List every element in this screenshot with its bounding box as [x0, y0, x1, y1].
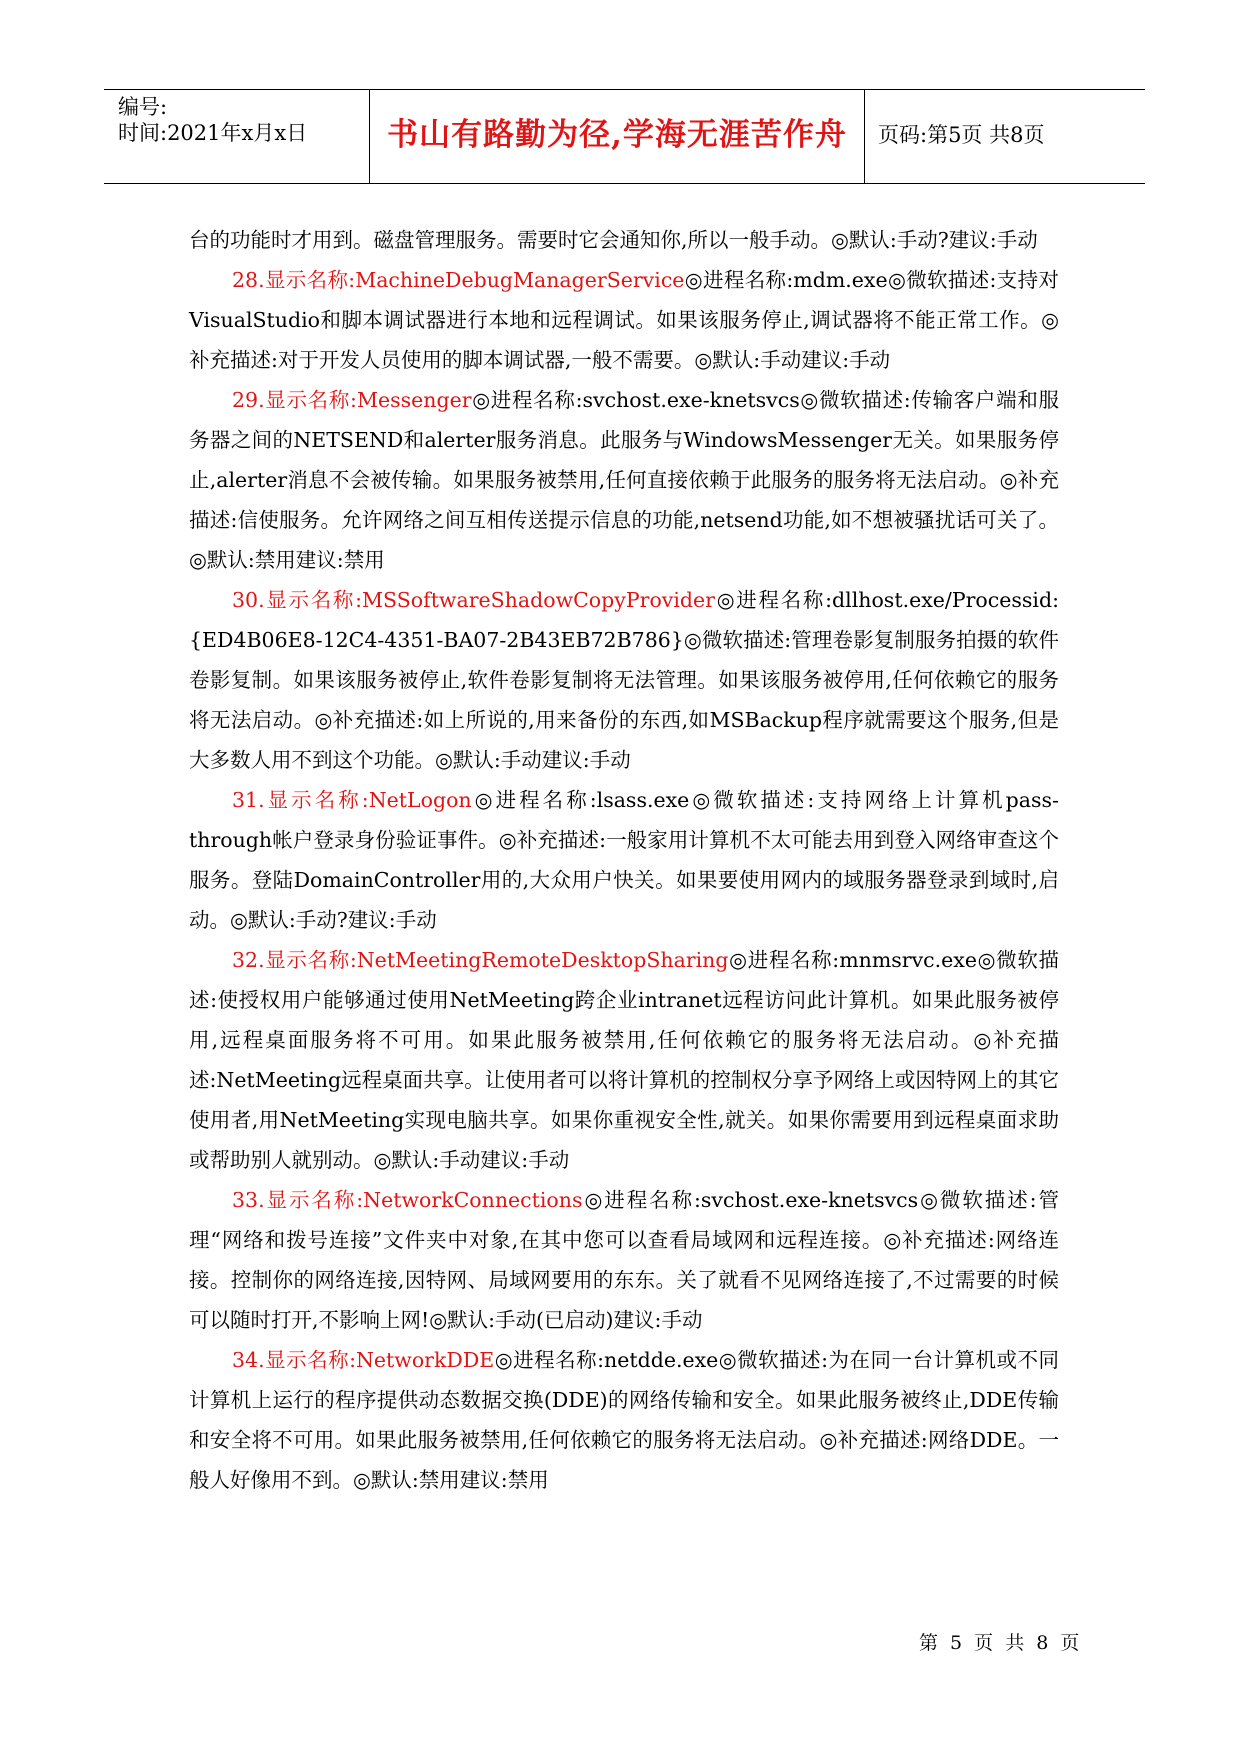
service-description: ◎进程名称:netdde.exe◎微软描述:为在同一台计算机或不同计算机上运行的程序提供动态数据交换(DDE)的网络传输和安全。如果此服务被终止,DDE传输和安全将不可用。如果此服务被禁用,任何依赖它的服务将无法启动。◎补充描述:网络DDE。一般人好像用不到。◎默认:禁用建议:禁用 [189, 1348, 1060, 1492]
page-header [104, 89, 1145, 184]
service-entry [189, 380, 1059, 580]
service-entry [189, 1180, 1059, 1340]
service-entry [189, 580, 1059, 780]
service-display-name: 28.显示名称:MachineDebugManagerService [232, 268, 685, 292]
service-display-name: 34.显示名称:NetworkDDE [232, 1348, 495, 1372]
service-description: ◎进程名称:mnmsrvc.exe◎微软描述:使授权用户能够通过使用NetMeeting跨企业intranet远程访问此计算机。如果此服务被停用,远程桌面服务将不可用。如果此服务被禁用,任何依赖它的服务将无法启动。◎补充描述:NetMeeting远程桌面共享。让使用者可以将计算机的控制权分享予网络上或因特网上的其它使用者,用NetMeeting实现电脑共享。如果你重视安全性,就关。如果你需要用到远程桌面求助或帮助别人就别动。◎默认:手动建议:手动 [189, 948, 1059, 1172]
paragraph-continuation [189, 220, 1059, 260]
service-display-name: 29.显示名称:Messenger [232, 388, 472, 412]
document-body [189, 220, 1059, 1500]
paragraph-text: 台的功能时才用到。磁盘管理服务。需要时它会通知你,所以一般手动。◎默认:手动?建议:手动 [189, 228, 1038, 252]
header-middle-cell [369, 90, 865, 183]
document-time-label: 时间:2021年x月x日 [118, 121, 308, 145]
service-entry [189, 940, 1059, 1180]
service-display-name: 33.显示名称:NetworkConnections [232, 1188, 583, 1212]
service-description: ◎进程名称:dllhost.exe/Processid:{ED4B06E8-12C4-4351-BA07-2B43EB72B786}◎微软描述:管理卷影复制服务拍摄的软件卷影复制。如果该服务被停止,软件卷影复制将无法管理。如果该服务被停用,任何依赖它的服务将无法启动。◎补充描述:如上所说的,用来备份的东西,如MSBackup程序就需要这个服务,但是大多数人用不到这个功能。◎默认:手动建议:手动 [189, 588, 1059, 772]
service-description: ◎进程名称:mdm.exe◎微软描述:支持对VisualStudio和脚本调试器进行本地和远程调试。如果该服务停止,调试器将不能正常工作。◎补充描述:对于开发人员使用的脚本调试器,一般不需要。◎默认:手动建议:手动 [189, 268, 1059, 372]
document-number-label: 编号: [118, 95, 168, 119]
header-motto: 书山有路勤为径,学海无涯苦作舟 [387, 117, 847, 153]
header-page-label: 页码:第5页 共8页 [878, 123, 1045, 147]
service-entry [189, 260, 1059, 380]
service-display-name: 30.显示名称:MSSoftwareShadowCopyProvider [232, 588, 715, 612]
service-description: ◎进程名称:svchost.exe-knetsvcs◎微软描述:管理“网络和拨号连接”文件夹中对象,在其中您可以查看局域网和远程连接。◎补充描述:网络连接。控制你的网络连接,因特网、局域网要用的东东。关了就看不见网络连接了,不过需要的时候可以随时打开,不影响上网!◎默认:手动(已启动)建议:手动 [189, 1188, 1059, 1332]
service-description: ◎进程名称:lsass.exe◎微软描述:支持网络上计算机pass-through帐户登录身份验证事件。◎补充描述:一般家用计算机不太可能去用到登入网络审查这个服务。登陆DomainController用的,大众用户快关。如果要使用网内的域服务器登录到域时,启动。◎默认:手动?建议:手动 [189, 788, 1059, 932]
header-left-cell [104, 90, 369, 183]
service-display-name: 31.显示名称:NetLogon [232, 788, 472, 812]
service-display-name: 32.显示名称:NetMeetingRemoteDesktopSharing [232, 948, 729, 972]
service-description: ◎进程名称:svchost.exe-knetsvcs◎微软描述:传输客户端和服务器之间的NETSEND和alerter服务消息。此服务与WindowsMessenger无关。如果服务停止,alerter消息不会被传输。如果服务被禁用,任何直接依赖于此服务的服务将无法启动。◎补充描述:信使服务。允许网络之间互相传送提示信息的功能,netsend功能,如不想被骚扰话可关了。◎默认:禁用建议:禁用 [189, 388, 1060, 572]
service-entry [189, 780, 1059, 940]
page-footer: 第 5 页 共 8 页 [919, 1632, 1083, 1654]
header-right-cell [864, 90, 1145, 183]
service-entry [189, 1340, 1059, 1500]
